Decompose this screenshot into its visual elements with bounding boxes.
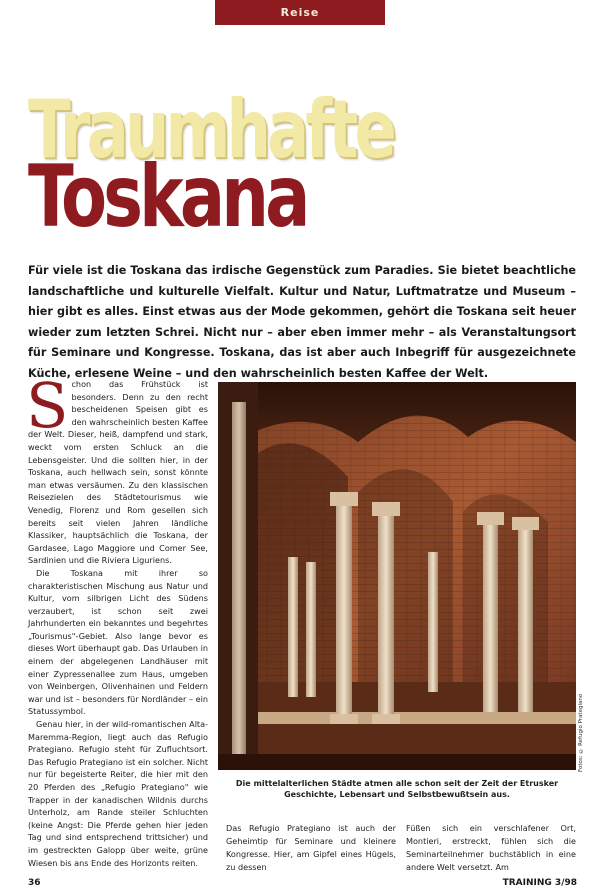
photo-credit: Fotos: © Refugio Prategiano: [578, 693, 584, 772]
paragraph-1-text: chon das Frühstück ist besonders. Denn zu den recht bescheidenen Speisen gibt es den wahrscheinlich besten Kaffee der Welt. Dieser, heiß, dampfend und stark, weckt vom ersten Schluck an die Lebensgeister. Und die sollten hier, in der Toskana, auch hellwach sein, sonst könnte man etwas versäumen. Zu den klassischen Reisezielen des Städtetourismus wie Venedig, Florenz und Rom gesellen sich bereits seit vielen Jahren ländliche Klassiker, hauptsächlich die Toskana, der Gardasee, Lago Maggiore und Comer See, Sardinien und die Riviera Liguriens.: [28, 379, 208, 566]
paragraph-3: Genau hier, in der wild-romantischen Alta-Maremma-Region, liegt auch das Refugio Prategiano. Refugio steht für Zufluchtsort. Das Refugio Prategiano ist ein solcher. Nicht nur für begeisterte Reiter, die hier mit den 20 Pferden des „Refugio Prategiano" wie Trapper in der kanadischen Wildnis durchs Unterholz, am Rande steiler Schluchten (keine Angst: Die Pferde gehen hier jeden Tag und sind entsprechend trittsicher) und im gestreckten Galopp über weite, grüne Wiesen bis ans Ende des Horizonts reiten.: [28, 719, 208, 868]
cloister-photo: [218, 382, 576, 770]
headline-line1: Traumhafte: [28, 83, 393, 176]
magazine-issue: TRAINING 3/98: [502, 878, 577, 888]
article-column-left: [26, 369, 208, 878]
section-tab: Reise: [215, 0, 385, 25]
page-number: 36: [28, 878, 41, 888]
paragraph-1: [26, 369, 208, 567]
photo-caption: Die mittelalterlichen Städte atmen alle schon seit der Zeit der Etrusker Geschichte, Lebensart und Selbstbewußtsein aus.: [235, 779, 559, 799]
headline-line2: Toskana: [28, 147, 307, 247]
cloister-illustration: [218, 382, 576, 770]
paragraph-2: Die Toskana mit ihrer so charakteristischen Mischung aus Natur und Kultur, vom silbrigen Licht des Südens verzaubert, ist schon seit zwei Jahrhunderten ein bekanntes und begehrtes „Tourismus"-Gebiet. Also lange bevor es dieses Wort überhaupt gab. Das Urlauben in einem der abgelegenen Landhäuser mit einer Zypressenallee zum Haus, umgeben von Weinbergen, Olivenhainen und Feldern war und ist – besonders für Nordländer – ein Statussymbol.: [28, 567, 208, 717]
article-column-right: Füßen sich ein verschlafener Ort, Montieri, erstreckt, fühlen sich die Seminarteilnehmer buchstäblich in eine andere Welt versetzt. Am: [406, 823, 576, 872]
article-column-middle: Das Refugio Prategiano ist auch der Geheimtip für Seminare und kleinere Kongresse. Hier, am Gipfel eines Hügels, zu dessen: [226, 823, 396, 872]
lead-text: Für viele ist die Toskana das irdische Gegenstück zum Paradies. Sie bietet beachtliche landschaftliche und kulturelle Vielfalt. Kultur und Natur, Luftmatratze und Museum – hier gibt es alles. Einst etwas aus der Mode gekommen, gehört die Toskana seit heuer wieder zum letzten Schrei. Nicht nur – aber eben immer mehr – als Veranstaltungsort für Seminare und Kongresse. Toskana, das ist aber auch Inbegriff für ausgezeichnete Küche, erlesene Weine – und den wahrscheinlich besten Kaffee der Welt.: [28, 264, 576, 380]
dropcap: S: [26, 369, 69, 442]
